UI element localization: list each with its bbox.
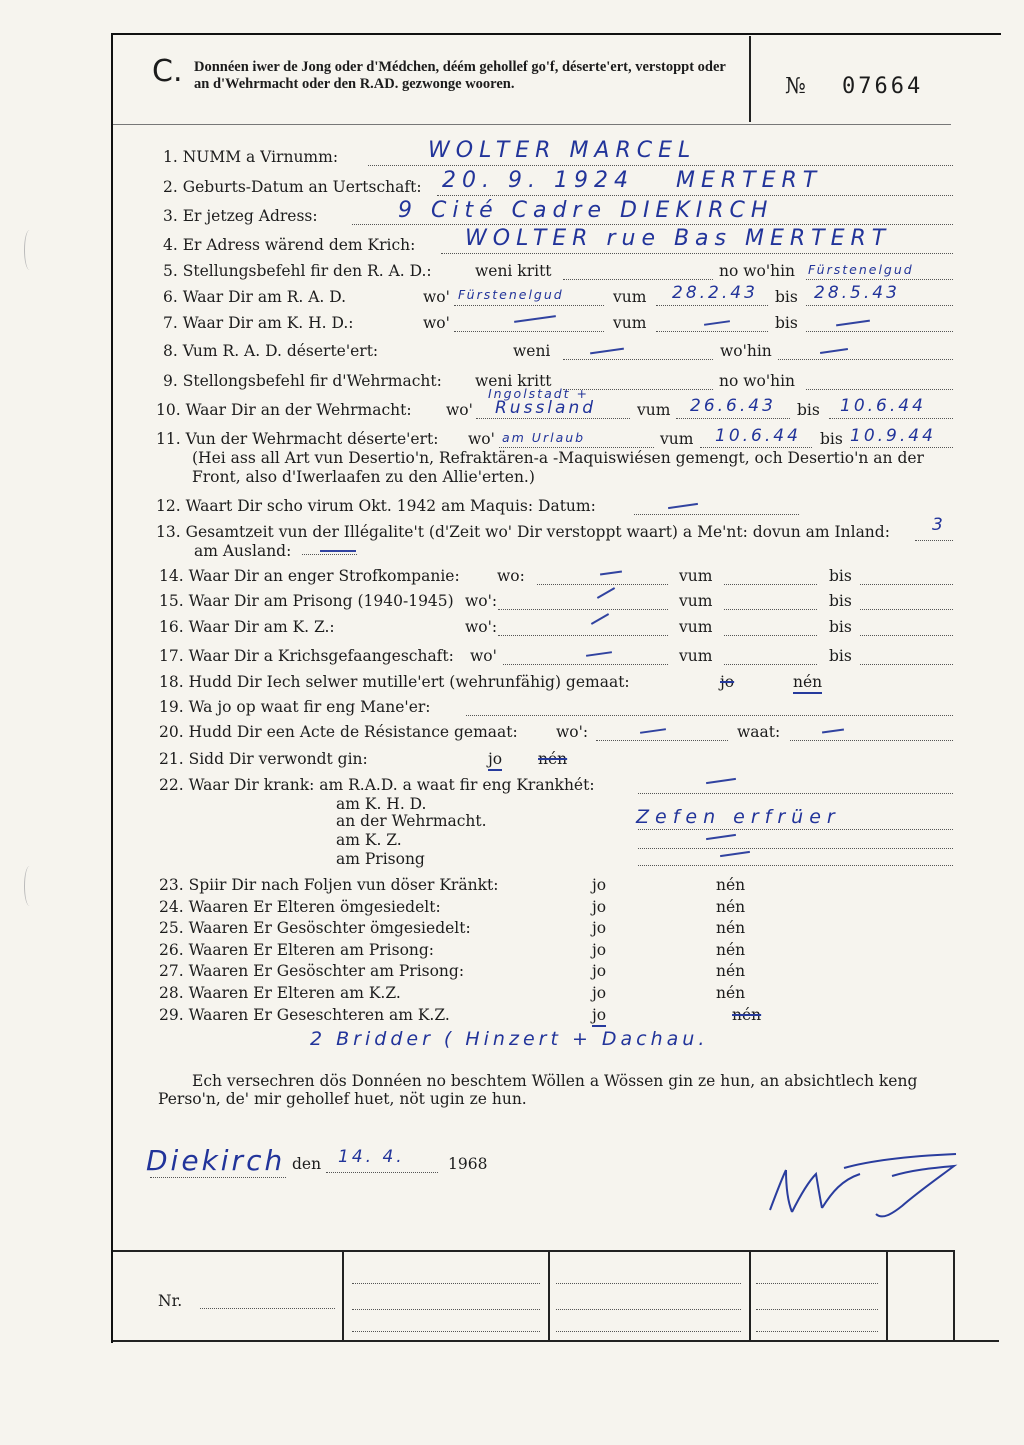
q22-kz-line bbox=[638, 847, 953, 849]
q17-label: 17. Waar Dir a Krichsgefaangeschaft: bbox=[159, 647, 454, 665]
q18-label: 18. Hudd Dir Iech selwer mutille'ert (wehrunfähig) gemaat: bbox=[159, 673, 630, 691]
q6-bis: bis bbox=[775, 288, 798, 306]
q7-vum: vum bbox=[613, 314, 647, 332]
footer-c2-line2 bbox=[556, 1308, 741, 1310]
q22-khd: am K. H. D. bbox=[336, 795, 427, 813]
q5-weni: weni kritt bbox=[475, 262, 552, 280]
q10-bis-value: 10.6.44 bbox=[840, 396, 926, 416]
q15-wo-line bbox=[498, 608, 668, 610]
q17-vum: vum bbox=[679, 647, 713, 665]
footer-col-5 bbox=[953, 1251, 955, 1340]
q7-label: 7. Waar Dir am K. H. D.: bbox=[163, 314, 354, 332]
q11-vum: vum bbox=[660, 430, 694, 448]
q6-vum-value: 28.2.43 bbox=[672, 283, 758, 303]
form-number: 07664 bbox=[842, 74, 924, 99]
q25-label: 25. Waaren Er Gesöschter ömgesiedelt: bbox=[159, 919, 471, 937]
q15-label: 15. Waar Dir am Prisong (1940-1945) bbox=[159, 592, 454, 610]
footer-bottom-rule bbox=[113, 1340, 999, 1342]
q17-wo-line bbox=[503, 663, 668, 665]
footer-col-2 bbox=[548, 1251, 550, 1340]
q2-place-value: MERTERT bbox=[676, 168, 823, 193]
signature-date-line bbox=[326, 1171, 438, 1173]
q10-vum-value: 26.6.43 bbox=[690, 396, 776, 416]
q27-nen: nén bbox=[716, 962, 746, 980]
q22-wehrmacht: an der Wehrmacht. bbox=[336, 812, 487, 830]
q29-jo: jo bbox=[592, 1006, 606, 1027]
header-divider bbox=[749, 36, 751, 122]
section-letter: C. bbox=[152, 54, 183, 89]
q20-label: 20. Hudd Dir een Acte de Résistance gemaat: bbox=[159, 723, 518, 741]
header-rule bbox=[113, 124, 951, 125]
q2-date-value: 20. 9. 1924 bbox=[442, 168, 634, 193]
q14-label: 14. Waar Dir an enger Strofkompanie: bbox=[159, 567, 460, 585]
q6-bis-line bbox=[806, 304, 953, 306]
q8-weni-line bbox=[563, 358, 713, 360]
q2-label: 2. Geburts-Datum an Uertschaft: bbox=[163, 178, 422, 196]
q24-jo: jo bbox=[592, 898, 607, 916]
q14-vum-line bbox=[724, 583, 817, 585]
q16-label: 16. Waar Dir am K. Z.: bbox=[159, 618, 335, 636]
q15-wo: wo': bbox=[465, 592, 498, 610]
q16-bis: bis bbox=[829, 618, 852, 636]
q26-jo: jo bbox=[592, 941, 607, 959]
scan-mark bbox=[24, 230, 35, 270]
q23-label: 23. Spiir Dir nach Foljen vun döser Kränkt: bbox=[159, 876, 499, 894]
declaration-text: Ech versechren dös Donnéen no beschtem Wöllen a Wössen gin ze hun, an absichtlech keng Perso'n, de' mir gehollef huet, nöt ugin ze hun. bbox=[158, 1072, 918, 1108]
q8-weni: weni bbox=[513, 342, 551, 360]
q14-vum: vum bbox=[679, 567, 713, 585]
q21-jo: jo bbox=[488, 750, 502, 771]
q27-jo: jo bbox=[592, 962, 607, 980]
q9-wohin-line bbox=[806, 388, 953, 390]
q25-nen: nén bbox=[716, 919, 746, 937]
signature-place: Diekirch bbox=[146, 1144, 286, 1177]
q7-vum-line bbox=[656, 330, 768, 332]
signature-year: 1968 bbox=[448, 1155, 488, 1173]
q15-bis: bis bbox=[829, 592, 852, 610]
q11-vum-line bbox=[700, 446, 812, 448]
q8-label: 8. Vum R. A. D. déserte'ert: bbox=[163, 342, 379, 360]
q1-name-value: WOLTER MARCEL bbox=[428, 138, 697, 163]
q15-vum-line bbox=[724, 608, 817, 610]
q22-wehrmacht-line bbox=[638, 828, 953, 830]
q9-nowohin: no wo'hin bbox=[719, 372, 796, 390]
q25-jo: jo bbox=[592, 919, 607, 937]
q6-wo-line bbox=[454, 304, 604, 306]
q20-waat-line bbox=[790, 739, 953, 741]
q14-wo-line bbox=[537, 583, 668, 585]
q11-vum-value: 10.6.44 bbox=[715, 426, 801, 446]
q22-prisong-line bbox=[638, 864, 953, 866]
footer-nr-line bbox=[200, 1307, 335, 1309]
q26-label: 26. Waaren Er Elteren am Prisong: bbox=[159, 941, 435, 959]
q5-wohin-value: Fürstenelgud bbox=[808, 262, 914, 277]
q10-bis-line bbox=[829, 417, 953, 419]
q22-prisong: am Prisong bbox=[336, 850, 425, 868]
scan-mark bbox=[24, 866, 35, 906]
q10-wo-value: Russland bbox=[495, 398, 597, 418]
q11-bis: bis bbox=[820, 430, 843, 448]
q4-label: 4. Er Adress wärend dem Krich: bbox=[163, 236, 416, 254]
q4-line bbox=[441, 252, 953, 254]
q12-line bbox=[634, 513, 799, 515]
q15-vum: vum bbox=[679, 592, 713, 610]
q13-ausland: am Ausland: bbox=[194, 542, 292, 560]
q20-wo: wo': bbox=[556, 723, 589, 741]
q3-line bbox=[352, 223, 953, 225]
footer-c3-line2 bbox=[756, 1308, 878, 1310]
q5-wohin-line bbox=[806, 278, 953, 280]
q5-label: 5. Stellungsbefehl fir den R. A. D.: bbox=[163, 262, 432, 280]
q28-label: 28. Waaren Er Elteren am K.Z. bbox=[159, 984, 401, 1002]
q8-wohin: wo'hin bbox=[720, 342, 772, 360]
footer-col-3 bbox=[749, 1251, 751, 1340]
q15-bis-line bbox=[860, 608, 953, 610]
footer-nr-label: Nr. bbox=[158, 1292, 183, 1310]
handwritten-signature bbox=[742, 1148, 972, 1226]
footer-c2-line1 bbox=[556, 1282, 741, 1284]
q22-wehrmacht-value: Zefen erfrüer bbox=[636, 806, 841, 828]
q7-wo: wo' bbox=[423, 314, 450, 332]
footer-c3-line3 bbox=[756, 1330, 878, 1332]
q10-bis: bis bbox=[797, 401, 820, 419]
q18-nen: nén bbox=[793, 673, 822, 694]
q16-vum-line bbox=[724, 634, 817, 636]
q12-label: 12. Waart Dir scho virum Okt. 1942 am Maquis: Datum: bbox=[156, 497, 596, 515]
q6-vum-line bbox=[656, 304, 768, 306]
q20-waat: waat: bbox=[737, 723, 781, 741]
q21-label: 21. Sidd Dir verwondt gin: bbox=[159, 750, 368, 768]
q18-jo: jo bbox=[720, 673, 735, 691]
signature-den: den bbox=[292, 1155, 322, 1173]
q3-label: 3. Er jetzeg Adress: bbox=[163, 207, 318, 225]
q22-kz: am K. Z. bbox=[336, 831, 402, 849]
q28-jo: jo bbox=[592, 984, 607, 1002]
q10-vum: vum bbox=[637, 401, 671, 419]
q19-line bbox=[466, 714, 953, 716]
q24-label: 24. Waaren Er Elteren ömgesiedelt: bbox=[159, 898, 441, 916]
q11-label: 11. Vun der Wehrmacht déserte'ert: bbox=[156, 430, 439, 448]
q22-rad-line bbox=[638, 792, 953, 794]
q23-nen: nén bbox=[716, 876, 746, 894]
q14-wo: wo: bbox=[497, 567, 525, 585]
number-sign: № bbox=[785, 74, 806, 99]
q11-note-line1: (Hei ass all Art vun Desertio'n, Refraktären-a -Maquiswiésen gemengt, och Desertio'n an der bbox=[192, 449, 924, 467]
q13-inland-line bbox=[915, 539, 953, 541]
q20-wo-line bbox=[596, 739, 728, 741]
q16-wo: wo': bbox=[465, 618, 498, 636]
q8-wohin-line bbox=[778, 358, 953, 360]
q26-nen: nén bbox=[716, 941, 746, 959]
q10-label: 10. Waar Dir an der Wehrmacht: bbox=[156, 401, 412, 419]
q9-label: 9. Stellongsbefehl fir d'Wehrmacht: bbox=[163, 372, 442, 390]
q11-wo: wo' bbox=[468, 430, 495, 448]
q6-vum: vum bbox=[613, 288, 647, 306]
q13-ausland-dash bbox=[320, 550, 356, 552]
q13-inland-value: 3 bbox=[932, 515, 946, 535]
signature-date: 14. 4. bbox=[338, 1147, 405, 1167]
q17-bis: bis bbox=[829, 647, 852, 665]
q9-note: Ingolstadt + bbox=[488, 386, 590, 401]
signature-place-line bbox=[150, 1176, 286, 1178]
q19-label: 19. Wa jo op waat fir eng Mane'er: bbox=[159, 698, 431, 716]
q1-label: 1. NUMM a Virnumm: bbox=[163, 148, 339, 166]
q5-weni-line bbox=[563, 278, 713, 280]
q10-wo: wo' bbox=[446, 401, 473, 419]
q29-label: 29. Waaren Er Geseschteren am K.Z. bbox=[159, 1006, 450, 1024]
q6-wo-value: Fürstenelgud bbox=[458, 287, 564, 302]
q11-bis-value: 10.9.44 bbox=[850, 426, 936, 446]
q6-wo: wo' bbox=[423, 288, 450, 306]
q11-wo-value: am Urlaub bbox=[502, 430, 586, 445]
q13-ausland-line bbox=[302, 553, 357, 555]
q7-bis: bis bbox=[775, 314, 798, 332]
q16-wo-line bbox=[498, 634, 668, 636]
q10-vum-line bbox=[676, 417, 790, 419]
q3-address-value: 9 Cité Cadre DIEKIRCH bbox=[398, 198, 774, 223]
q7-wo-line bbox=[454, 330, 604, 332]
footer-top-rule bbox=[113, 1250, 955, 1252]
q11-wo-line bbox=[499, 446, 654, 448]
q11-bis-line bbox=[850, 446, 953, 448]
footer-c1-line2 bbox=[352, 1308, 540, 1310]
q16-bis-line bbox=[860, 634, 953, 636]
q27-label: 27. Waaren Er Gesöschter am Prisong: bbox=[159, 962, 465, 980]
q11-note-line2: Front, also d'Iwerlaafen zu den Allie'erten.) bbox=[192, 468, 535, 486]
q5-nowohin: no wo'hin bbox=[719, 262, 796, 280]
q9-weni: weni kritt bbox=[475, 372, 552, 390]
footer-c2-line3 bbox=[556, 1330, 741, 1332]
q7-bis-line bbox=[806, 330, 953, 332]
q13-label: 13. Gesamtzeit vun der Illégalite't (d'Zeit wo' Dir verstoppt waart) a Me'nt: dovun am Inland: bbox=[156, 523, 890, 541]
footer-c3-line1 bbox=[756, 1282, 878, 1284]
q17-wo: wo' bbox=[470, 647, 497, 665]
q17-vum-line bbox=[724, 663, 817, 665]
q23-jo: jo bbox=[592, 876, 607, 894]
q29-note: 2 Bridder ( Hinzert + Dachau. bbox=[310, 1028, 709, 1050]
q6-label: 6. Waar Dir am R. A. D. bbox=[163, 288, 347, 306]
footer-col-4 bbox=[886, 1251, 888, 1340]
q2-line bbox=[437, 194, 953, 196]
q22-label: 22. Waar Dir krank: am R.A.D. a waat fir eng Krankhét: bbox=[159, 776, 595, 794]
q1-line bbox=[368, 164, 953, 166]
q29-nen: nén bbox=[732, 1006, 762, 1024]
q14-bis-line bbox=[860, 583, 953, 585]
footer-c1-line3 bbox=[352, 1330, 540, 1332]
q28-nen: nén bbox=[716, 984, 746, 1002]
q16-vum: vum bbox=[679, 618, 713, 636]
q17-bis-line bbox=[860, 663, 953, 665]
q24-nen: nén bbox=[716, 898, 746, 916]
footer-col-1 bbox=[342, 1251, 344, 1340]
q4-address-value: WOLTER rue Bas MERTERT bbox=[465, 226, 892, 251]
q14-bis: bis bbox=[829, 567, 852, 585]
q6-bis-value: 28.5.43 bbox=[814, 283, 900, 303]
q21-nen: nén bbox=[538, 750, 568, 768]
section-title: Donnéen iwer de Jong oder d'Médchen, déém gehollef go'f, déserte'ert, verstoppt oder an d'Wehrmacht oder den R.AD. gezwonge wooren. bbox=[194, 59, 726, 92]
footer-c1-line1 bbox=[352, 1282, 540, 1284]
